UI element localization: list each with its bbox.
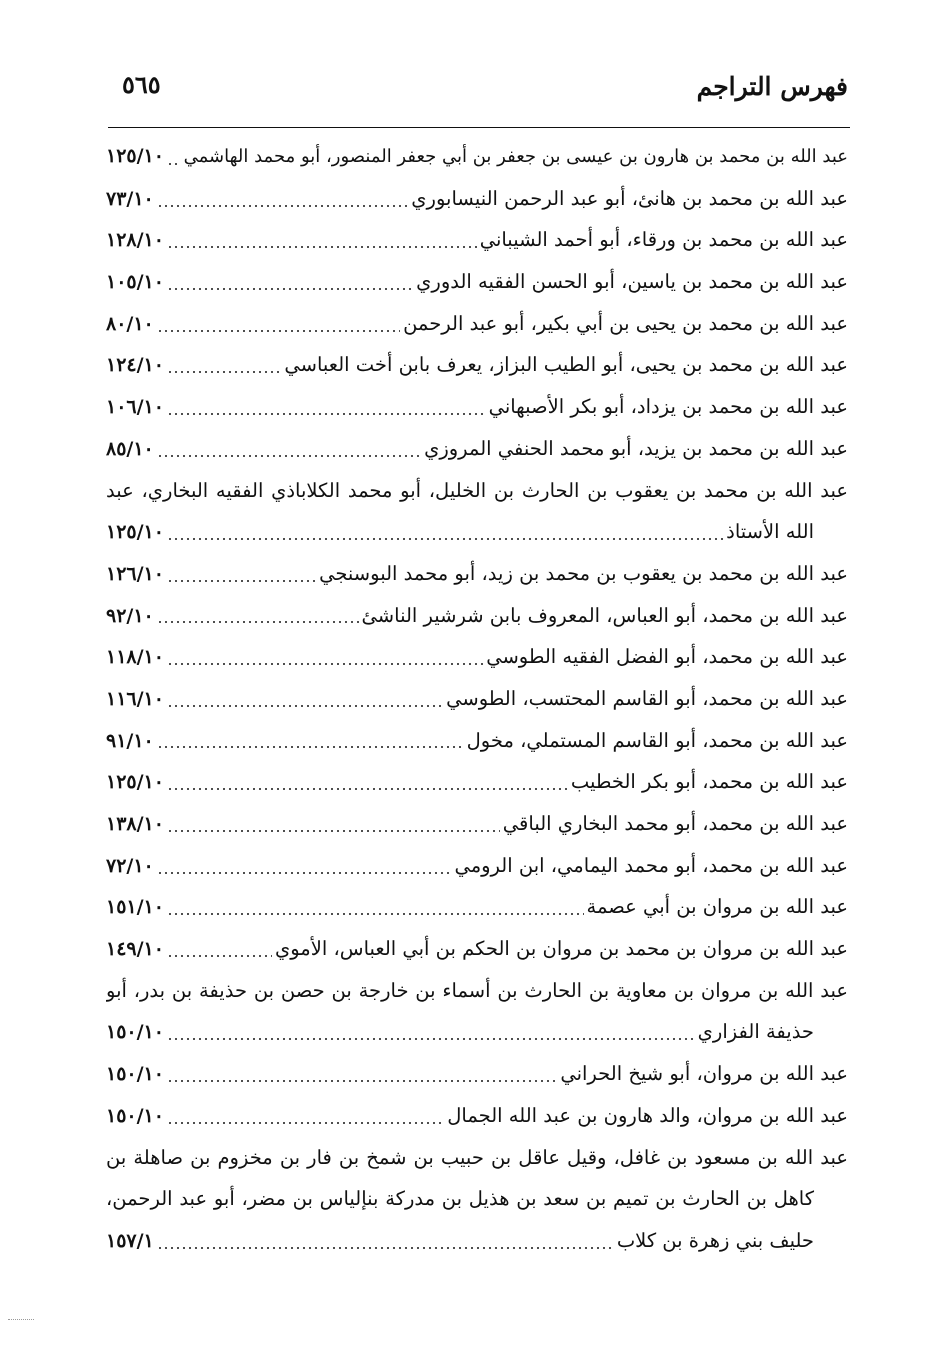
leader-dots — [167, 579, 316, 583]
entry-text: عبد الله بن محمد بن ورقاء، أبو أحمد الشيباني — [479, 228, 848, 252]
volume-page-reference: ١٥٠/١٠ — [106, 1063, 164, 1086]
volume-page-reference: ١٢٥/١٠ — [106, 771, 164, 794]
volume-page-reference: ١٥٠/١٠ — [106, 1104, 164, 1127]
entry-name-line — [106, 470, 848, 512]
volume-page-reference: ٧٢/١٠ — [106, 854, 154, 877]
entry-text: عبد الله بن محمد، أبو بكر الخطيب — [570, 770, 848, 794]
entry-text: عبد الله بن مروان، أبو شيخ الحراني — [560, 1062, 848, 1086]
volume-page-reference: ١٥١/١٠ — [106, 896, 164, 919]
leader-dots — [167, 245, 477, 249]
index-entry — [106, 886, 848, 928]
entry-text: عبد الله بن مسعود بن غافل، وقيل عاقل بن حبيب بن شمخ بن فار بن مخزوم بن صاهلة بن — [106, 1145, 848, 1169]
running-title: فهرس التراجم — [696, 72, 848, 101]
index-entry — [106, 1095, 848, 1137]
index-entry — [106, 803, 848, 845]
entry-name-line — [106, 219, 848, 261]
leader-dots — [157, 204, 409, 208]
index-entry — [106, 219, 848, 261]
leader-dots — [167, 662, 483, 666]
entry-text: حليف بني زهرة بن كلاب — [616, 1228, 814, 1252]
entry-text: عبد الله بن محمد بن يحيى بن أبي بكير، أبو عبد الرحمن — [403, 311, 848, 335]
entry-text: الله الأستاذ — [726, 520, 814, 544]
entry-continuation-line — [106, 1011, 848, 1053]
index-entry — [106, 970, 848, 1053]
index-entry — [106, 845, 848, 887]
index-entries — [106, 136, 848, 1262]
volume-page-reference: ١٥٧/١ — [106, 1229, 154, 1252]
leader-dots — [157, 1246, 614, 1250]
leader-dots — [157, 871, 452, 875]
entry-continuation-line — [106, 1220, 848, 1262]
index-entry — [106, 595, 848, 637]
leader-dots — [167, 287, 413, 291]
volume-page-reference: ٧٣/١٠ — [106, 187, 154, 210]
volume-page-reference: ١٢٥/١٠ — [106, 145, 164, 167]
entry-text: عبد الله بن مروان، والد هارون بن عبد الله الجمال — [447, 1103, 848, 1127]
leader-dots — [157, 620, 359, 624]
index-entry — [106, 1137, 848, 1262]
volume-page-reference: ١٣٨/١٠ — [106, 813, 164, 835]
volume-page-reference: ١١٦/١٠ — [106, 687, 164, 710]
entry-name-line — [106, 553, 848, 595]
volume-page-reference: ١٢٥/١٠ — [106, 521, 164, 544]
index-entry — [106, 303, 848, 345]
index-entry — [106, 928, 848, 970]
entry-text: عبد الله بن محمد بن هارون بن عيسى بن جعفر بن أبي جعفر المنصور، أبو محمد الهاشمي — [183, 146, 848, 167]
leader-dots — [167, 370, 281, 374]
entry-name-line — [106, 386, 848, 428]
page-number: ٥٦٥ — [122, 70, 161, 99]
index-entry — [106, 470, 848, 553]
entry-name-line — [106, 595, 848, 637]
entry-text: عبد الله بن محمد بن يزيد، أبو محمد الحنفي المروزي — [424, 436, 848, 460]
entry-name-line — [106, 678, 848, 720]
index-entry — [106, 386, 848, 428]
entry-text: كاهل بن الحارث بن تميم بن سعد بن هذيل بن مدركة بنإلياس بن مضر، أبو عبد الرحمن، — [106, 1187, 814, 1211]
entry-text: عبد الله بن محمد بن ياسين، أبو الحسن الفقيه الدوري — [416, 270, 848, 294]
entry-text: عبد الله بن محمد بن يعقوب بن الحارث بن الخليل، أبو محمد الكلاباذي الفقيه البخاري، عبد — [106, 478, 848, 502]
leader-dots — [157, 454, 421, 458]
leader-dots — [167, 912, 584, 916]
entry-continuation-line — [106, 1178, 848, 1220]
entry-name-line — [106, 761, 848, 803]
leader-dots — [167, 412, 486, 416]
scan-mark — [8, 1319, 34, 1320]
volume-page-reference: ٩١/١٠ — [106, 729, 154, 752]
volume-page-reference: ٨٠/١٠ — [106, 312, 154, 335]
leader-dots — [167, 162, 181, 166]
volume-page-reference: ١٢٦/١٠ — [106, 562, 164, 585]
entry-name-line — [106, 178, 848, 220]
entry-name-line — [106, 344, 848, 386]
leader-dots — [157, 329, 400, 333]
entry-text: عبد الله بن محمد بن يحيى، أبو الطيب البزاز، يعرف بابن أخت العباسي — [284, 353, 848, 377]
entry-text: عبد الله بن محمد، أبو العباس، المعروف بابن شرشير الناشئ — [361, 603, 848, 627]
entry-name-line — [106, 1095, 848, 1137]
leader-dots — [167, 704, 443, 708]
entry-text: عبد الله بن محمد، أبو القاسم المستملي، مخول — [466, 728, 848, 752]
header-rule — [108, 127, 850, 128]
leader-dots — [167, 537, 723, 541]
index-entry — [106, 1053, 848, 1095]
leader-dots — [167, 1079, 557, 1083]
index-entry — [106, 553, 848, 595]
entry-name-line — [106, 1137, 848, 1179]
entry-name-line — [106, 886, 848, 928]
volume-page-reference: ١٢٨/١٠ — [106, 229, 164, 252]
entry-text: عبد الله بن محمد، أبو محمد البخاري الباقي — [502, 812, 848, 835]
volume-page-reference: ٨٥/١٠ — [106, 437, 154, 460]
leader-dots — [167, 1037, 695, 1041]
volume-page-reference: ١١٨/١٠ — [106, 646, 164, 669]
index-entry — [106, 178, 848, 220]
leader-dots — [167, 1121, 444, 1125]
entry-text: عبد الله بن مروان بن محمد بن مروان بن الحكم بن أبي العباس، الأموي — [274, 937, 848, 961]
entry-name-line — [106, 1053, 848, 1095]
entry-text: عبد الله بن محمد، أبو القاسم المحتسب، الطوسي — [446, 686, 848, 710]
entry-text: عبد الله بن محمد بن هانئ، أبو عبد الرحمن النيسابوري — [411, 186, 848, 210]
entry-name-line — [106, 261, 848, 303]
leader-dots — [157, 745, 464, 749]
index-entry — [106, 678, 848, 720]
entry-text: عبد الله بن محمد بن يعقوب بن محمد بن زيد، أبو محمد البوسنجي — [319, 561, 848, 585]
leader-dots — [167, 829, 500, 833]
entry-text: عبد الله بن محمد، أبو محمد اليمامي، ابن الرومي — [454, 853, 848, 877]
leader-dots — [167, 954, 272, 958]
entry-text: عبد الله بن مروان بن أبي عصمة — [586, 895, 848, 919]
entry-name-line — [106, 636, 848, 678]
entry-text: حذيفة الفزاري — [697, 1020, 814, 1044]
volume-page-reference: ٩٢/١٠ — [106, 604, 154, 627]
entry-name-line — [106, 136, 848, 178]
leader-dots — [167, 787, 568, 791]
entry-name-line — [106, 303, 848, 345]
index-entry — [106, 344, 848, 386]
entry-name-line — [106, 845, 848, 887]
index-entry — [106, 136, 848, 178]
entry-continuation-line — [106, 511, 848, 553]
volume-page-reference: ١٠٥/١٠ — [106, 271, 164, 294]
entry-name-line — [106, 928, 848, 970]
entry-name-line — [106, 428, 848, 470]
volume-page-reference: ١٥٠/١٠ — [106, 1021, 164, 1044]
entry-name-line — [106, 720, 848, 762]
volume-page-reference: ١٤٩/١٠ — [106, 938, 164, 961]
index-entry — [106, 720, 848, 762]
index-entry — [106, 261, 848, 303]
volume-page-reference: ١٠٦/١٠ — [106, 396, 164, 419]
index-entry — [106, 428, 848, 470]
entry-name-line — [106, 970, 848, 1012]
index-entry — [106, 636, 848, 678]
entry-text: عبد الله بن محمد بن يزداد، أبو بكر الأصبهاني — [488, 395, 848, 419]
index-entry — [106, 761, 848, 803]
entry-name-line — [106, 803, 848, 845]
entry-text: عبد الله بن مروان بن معاوية بن الحارث بن أسماء بن خارجة بن حصن بن حذيفة بن بدر، أبو — [106, 978, 848, 1002]
entry-text: عبد الله بن محمد، أبو الفضل الفقيه الطوسي — [486, 645, 848, 669]
volume-page-reference: ١٢٤/١٠ — [106, 354, 164, 377]
